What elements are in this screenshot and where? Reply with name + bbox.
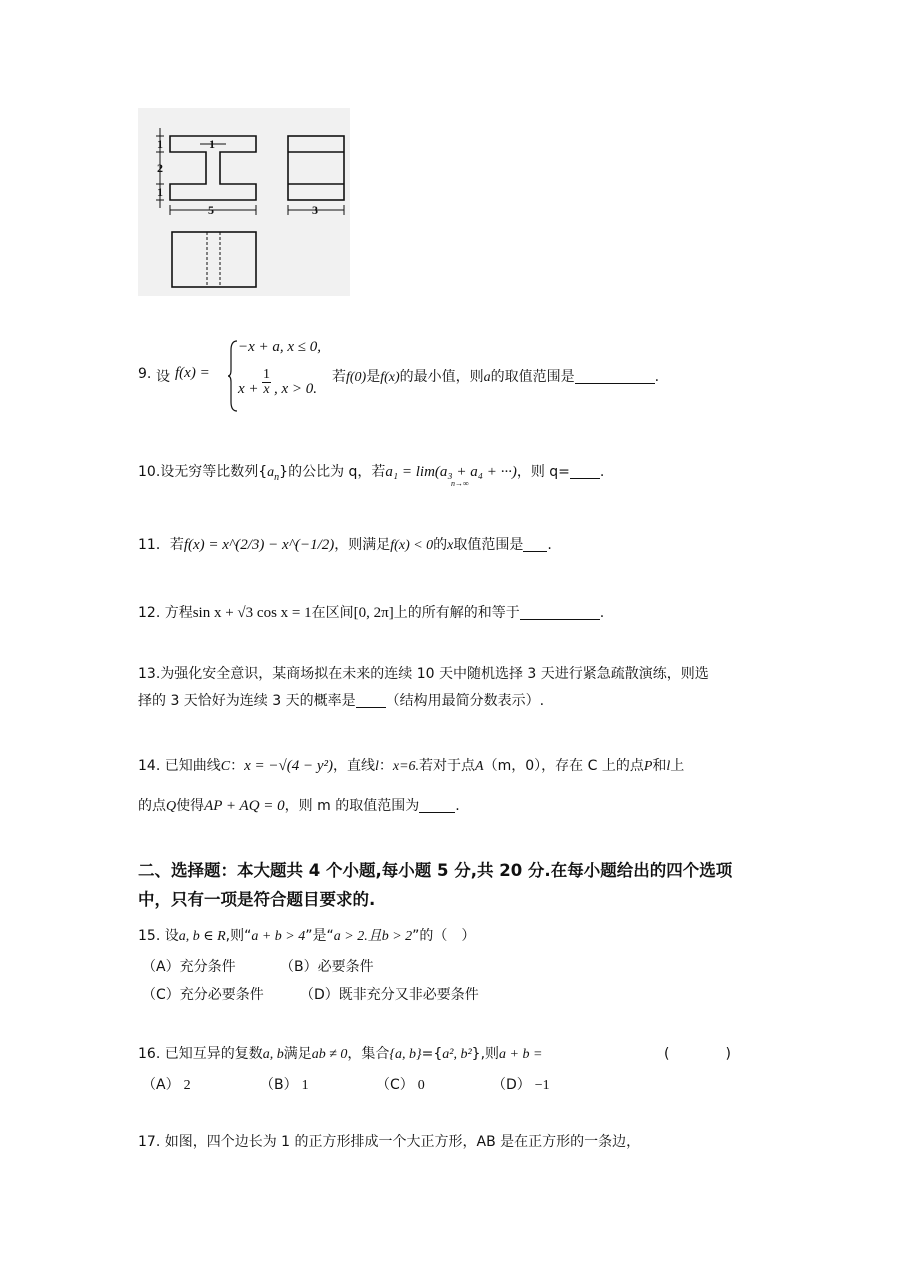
q15-cond1: a + b > 4 (251, 929, 306, 944)
q14-text2: ： (230, 758, 245, 774)
q10-formula: a₁ = lim(a₃ + a₄ + ···) (385, 464, 517, 480)
q14-line-eq: x=6. (392, 759, 420, 774)
q16-option-a: （A） 2 (142, 1077, 191, 1093)
q11-text3: 的 (433, 537, 448, 553)
q14-P: P (643, 759, 653, 774)
q9-piece2-b: , x > 0. (274, 381, 318, 397)
q12-eq: sin x + √3 cos x = 1 (192, 605, 312, 621)
dim-left-2: 2 (157, 161, 163, 175)
q9-t4: f(x) (380, 370, 400, 385)
q10-line (138, 461, 604, 483)
q15-text1: 15. 设 (138, 928, 179, 944)
q9-t6: a (483, 370, 491, 385)
q9-t5: 的最小值，则 (399, 369, 484, 385)
top-view-outline (172, 232, 256, 287)
q16-text1: 16. 已知互异的复数 (138, 1046, 263, 1062)
q13-line1: 13.为强化安全意识，某商场拟在未来的连续 10 天中随机选择 3 天进行紧急疏散演练，则选 (138, 666, 709, 682)
q11-answer-blank (523, 537, 547, 552)
q16-paren: ( ) (664, 1046, 731, 1062)
q9-fx: f(x) = (175, 365, 210, 381)
q14-text8: 上 (670, 758, 685, 774)
dim-side-width: 3 (312, 203, 318, 217)
q9-number: 9. (138, 366, 152, 382)
q15-option-d: （D）既非充分又非必要条件 (300, 987, 479, 1003)
q10-text3: ，则 q= (516, 464, 570, 480)
q14-A: A (475, 759, 484, 774)
q10-lim-subscript: n→∞ (451, 479, 469, 488)
q14-answer-blank (419, 798, 455, 813)
q16-set2: a², b² (442, 1047, 472, 1062)
three-view-figure (138, 108, 350, 296)
q9-answer-blank (575, 369, 655, 384)
q17-line: 17. 如图，四个边长为 1 的正方形排成一个大正方形，AB 是在正方形的一条边， (138, 1134, 641, 1150)
q14-text6: （m，0），存在 C 上的点 (483, 758, 644, 774)
q9-text (332, 366, 659, 386)
q13-line2 (138, 690, 544, 710)
q14-l2: l (666, 759, 671, 774)
q9-t1: 若 (332, 369, 346, 385)
q9-t2: f(0) (346, 370, 367, 385)
q16-text3: ，集合 (347, 1046, 390, 1062)
q11-var: x (447, 538, 454, 553)
q14-C: C (220, 759, 231, 774)
q16-option-d: （D） −1 (492, 1077, 550, 1093)
dim-left-1b: 1 (157, 185, 163, 199)
q15-vars: a, b ∈ R (178, 929, 226, 944)
q14-curve: x = −√(4 − y²) (244, 758, 333, 774)
q9-t3: 是 (366, 369, 381, 385)
q14-text1: 14. 已知曲线 (138, 758, 221, 774)
q9-t7: 的取值范围是 (490, 369, 575, 385)
q14-Q: Q (166, 799, 177, 814)
q16-text2: 满足 (283, 1046, 312, 1062)
q14-line2a: 的点 (138, 798, 166, 814)
q14-line2b: 使得 (176, 798, 205, 814)
q10-text2: }的公比为 q，若 (279, 464, 386, 480)
q16-cond: ab ≠ 0 (311, 1047, 348, 1062)
q12-text1: 12. 方程 (138, 605, 193, 621)
q14-line1 (138, 755, 684, 775)
q14-text5: 若对于点 (419, 758, 476, 774)
q13-end: . (539, 693, 545, 709)
q15-option-b: （B）必要条件 (280, 959, 374, 975)
q10-text1: 10.设无穷等比数列{ (138, 464, 268, 480)
q13-line2a: 择的 3 天恰好为连续 3 天的概率是 (138, 693, 356, 709)
q14-vec: AP + AQ = 0 (204, 798, 285, 814)
q9-frac-den: x (263, 382, 270, 397)
q13-line2b: （结构用最简分数表示） (385, 693, 540, 709)
q16-set1: {a, b} (389, 1047, 422, 1062)
side-view-outline (288, 136, 344, 200)
q11-line (138, 534, 552, 554)
q10-an-sub: n (274, 471, 280, 483)
q16-sum: a + b = (499, 1047, 543, 1062)
q12-text3: 上的所有解的和等于 (393, 605, 520, 621)
q12-text2: 在区间 (311, 605, 354, 621)
dim-left-1a: 1 (157, 137, 163, 151)
q15-option-c: （C）充分必要条件 (142, 987, 264, 1003)
q16-line (138, 1043, 542, 1063)
q11-text4: 取值范围是 (453, 537, 524, 553)
q15-cond2: a > 2.且b > 2 (333, 929, 413, 944)
q10-an: a (267, 465, 275, 480)
q12-line (138, 602, 604, 622)
dim-top-width: 1 (209, 137, 215, 151)
q15-text4: ”的（ ） (412, 928, 476, 944)
section2-heading-line2: 中，只有一项是符合题目要求的. (138, 890, 376, 909)
q14-text3: ，直线 (332, 758, 375, 774)
q16-text5: },则 (471, 1046, 500, 1062)
q14-line2c: ，则 m 的取值范围为 (284, 798, 420, 814)
section2-heading-line1: 二、选择题：本大题共 4 个小题,每小题 5 分,共 20 分.在每小题给出的四个选项 (138, 861, 733, 880)
q15-option-a: （A）充分条件 (142, 959, 236, 975)
dim-bottom-width: 5 (208, 203, 214, 217)
q15-text2: ,则“ (225, 928, 252, 944)
q10-end: . (599, 464, 605, 480)
q10-answer-blank (570, 464, 600, 479)
q9-brace (228, 340, 238, 412)
q9-piece1: −x + a, x ≤ 0, (238, 339, 322, 355)
three-view-drawing (138, 108, 350, 296)
q11-text1: 11．若 (138, 537, 184, 553)
q9-end: . (654, 369, 660, 385)
q14-end: . (455, 798, 460, 814)
q11-ineq: f(x) < 0 (390, 538, 434, 553)
q11-text2: ，则满足 (334, 537, 391, 553)
q12-interval: [0, 2π] (353, 605, 394, 621)
q9-fraction (262, 368, 271, 397)
q15-text3: ”是“ (305, 928, 334, 944)
q14-line2 (138, 795, 460, 815)
q9-lead: 设 (156, 369, 170, 385)
q9-frac-num: 1 (263, 367, 270, 382)
q11-end: . (547, 537, 552, 553)
q16-ab: a, b (262, 1047, 284, 1062)
q9-piece2-a: x + (238, 381, 259, 397)
q13-answer-blank (356, 693, 386, 708)
q14-text4: ： (378, 758, 393, 774)
q14-text7: 和 (652, 758, 667, 774)
q16-text4: ={ (421, 1046, 443, 1062)
q11-formula: f(x) = x^(2/3) − x^(−1/2) (183, 537, 335, 553)
q15-line (138, 925, 475, 945)
q16-option-b: （B） 1 (260, 1077, 309, 1093)
q16-option-c: （C） 0 (376, 1077, 425, 1093)
q14-l: l (374, 759, 379, 774)
q12-end: . (599, 605, 605, 621)
q12-answer-blank (520, 605, 600, 620)
